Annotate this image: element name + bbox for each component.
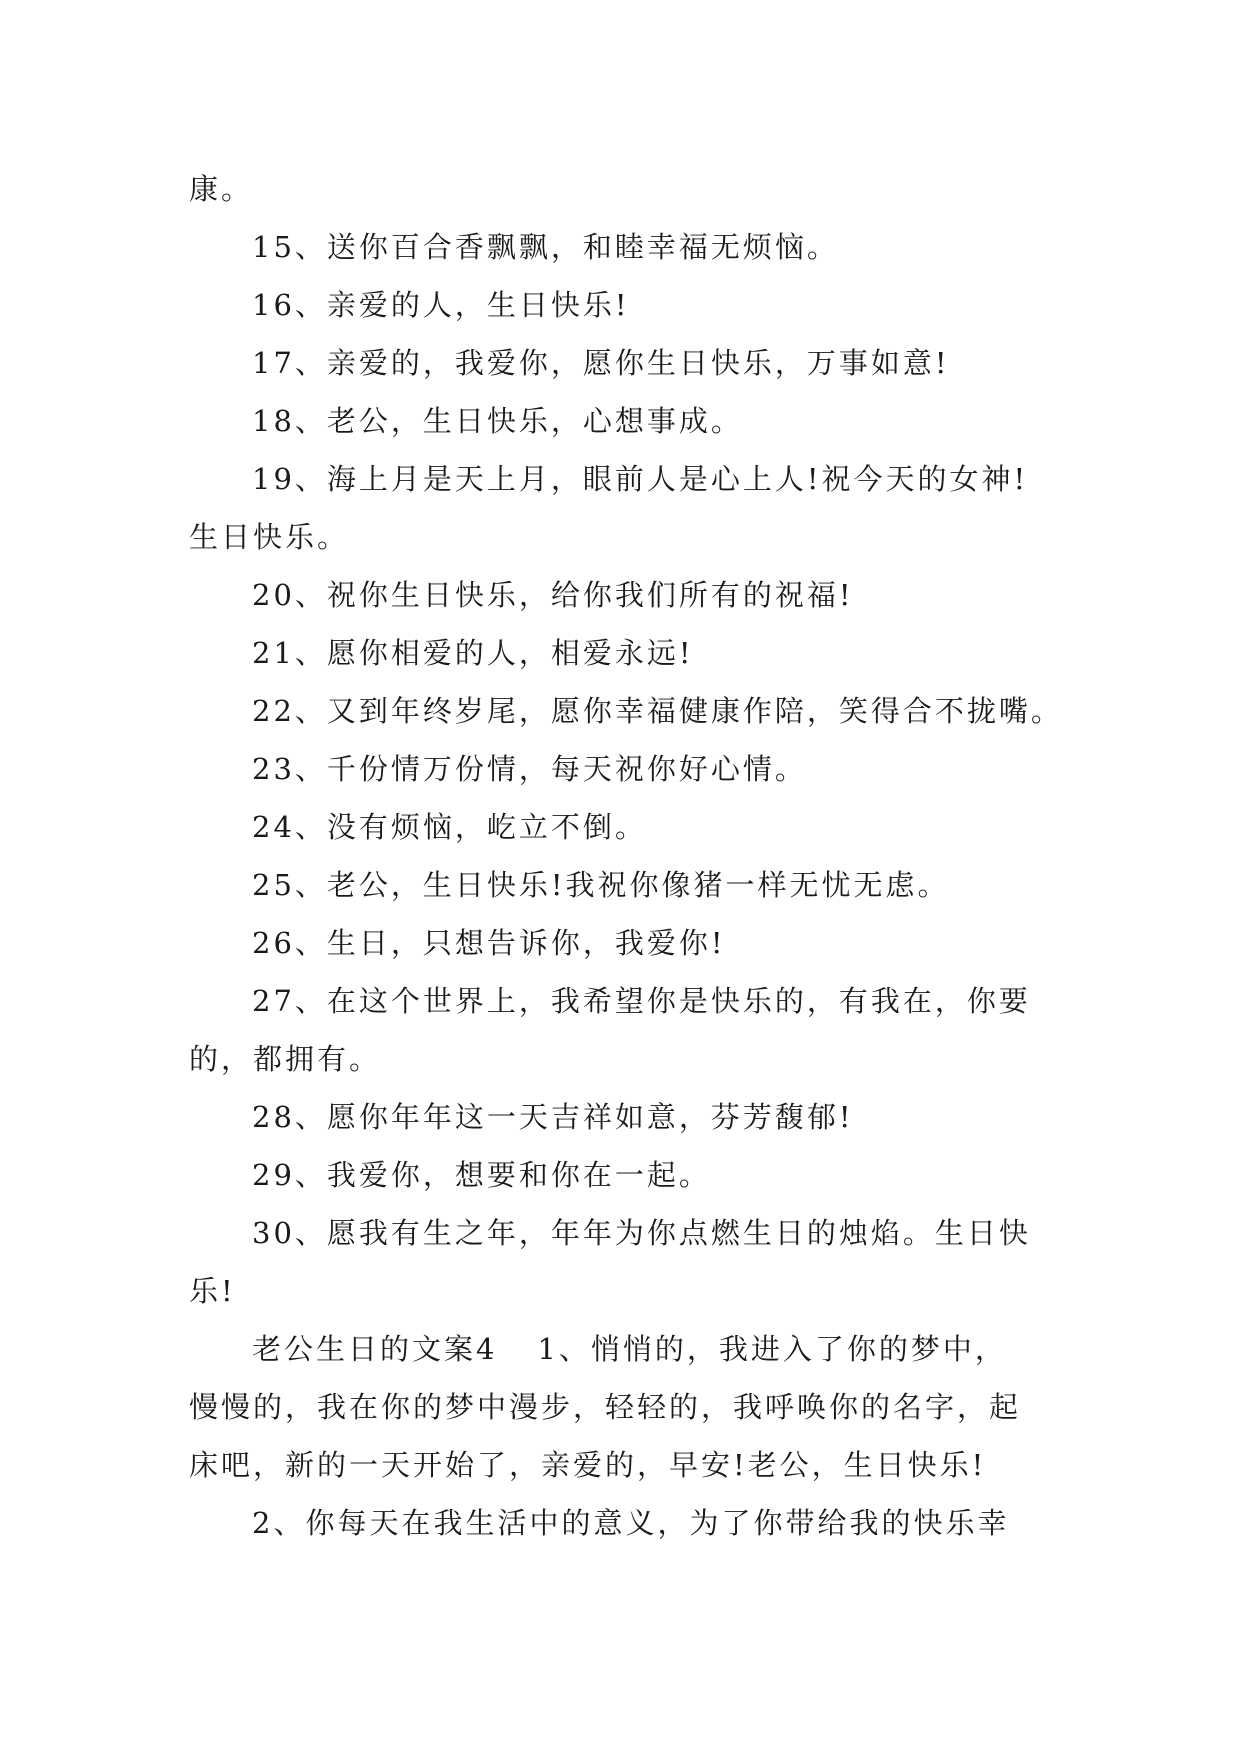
list-item: 24、没有烦恼，屹立不倒。 xyxy=(252,810,647,844)
list-item: 27、在这个世界上，我希望你是快乐的，有我在，你要 xyxy=(252,984,1031,1018)
text-line: 康。 xyxy=(189,172,254,206)
text-line: 的，都拥有。 xyxy=(189,1042,382,1076)
list-item: 28、愿你年年这一天吉祥如意，芬芳馥郁! xyxy=(252,1100,854,1134)
text-line: 生日快乐。 xyxy=(189,520,350,554)
text-line: 乐! xyxy=(189,1274,236,1308)
list-item: 19、海上月是天上月，眼前人是心上人!祝今天的女神! xyxy=(252,462,1029,496)
list-item: 15、送你百合香飘飘，和睦幸福无烦恼。 xyxy=(252,230,839,264)
list-item: 17、亲爱的，我爱你，愿你生日快乐，万事如意! xyxy=(252,346,950,380)
list-item: 21、愿你相爱的人，相爱永远! xyxy=(252,636,694,670)
list-item: 22、又到年终岁尾，愿你幸福健康作陪，笑得合不拢嘴。 xyxy=(252,694,1063,728)
list-item: 16、亲爱的人，生日快乐! xyxy=(252,288,630,322)
section-heading: 老公生日的文案4 xyxy=(252,1332,498,1366)
list-item: 30、愿我有生之年，年年为你点燃生日的烛焰。生日快 xyxy=(252,1216,1031,1250)
document-body xyxy=(189,160,1063,1552)
list-item: 18、老公，生日快乐，心想事成。 xyxy=(252,404,743,438)
list-item: 20、祝你生日快乐，给你我们所有的祝福! xyxy=(252,578,854,612)
list-item: 26、生日，只想告诉你，我爱你! xyxy=(252,926,726,960)
list-item: 29、我爱你，想要和你在一起。 xyxy=(252,1158,711,1192)
list-item: 25、老公，生日快乐!我祝你像猪一样无忧无虑。 xyxy=(252,868,950,902)
section-first-line xyxy=(189,1320,1055,1378)
list-item: 23、千份情万份情，每天祝你好心情。 xyxy=(252,752,807,786)
list-item: 2、你每天在我生活中的意义，为了你带给我的快乐幸 xyxy=(252,1506,1010,1540)
text-line: 床吧，新的一天开始了，亲爱的，早安!老公，生日快乐! xyxy=(189,1448,987,1482)
section-first-text: 1、悄悄的，我进入了你的梦中， xyxy=(537,1332,1007,1366)
text-line: 慢慢的，我在你的梦中漫步，轻轻的，我呼唤你的名字，起 xyxy=(189,1390,1022,1424)
